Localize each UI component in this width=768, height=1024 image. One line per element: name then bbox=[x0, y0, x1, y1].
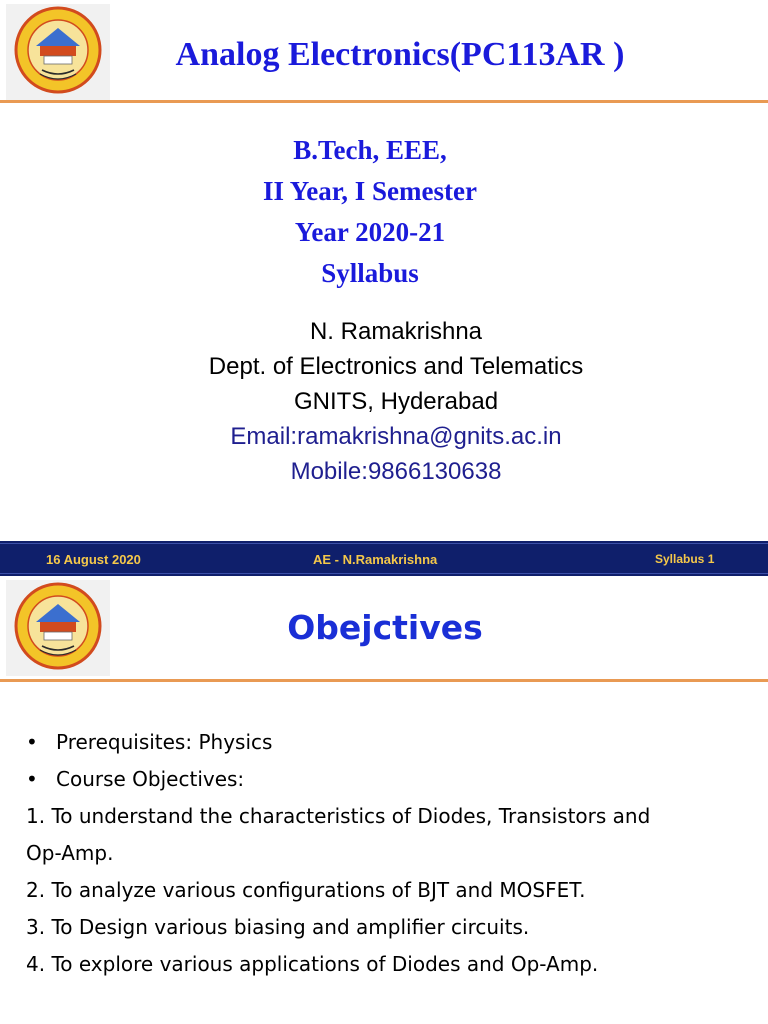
objective-item: 1. To understand the characteristics of Diodes, Transistors and bbox=[26, 804, 651, 828]
objective-item: 3. To Design various biasing and amplifier circuits. bbox=[26, 915, 530, 939]
objective-item: 2. To analyze various configurations of BJT and MOSFET. bbox=[26, 878, 586, 902]
objectives-title: Obejctives bbox=[287, 608, 483, 647]
author-mobile: Mobile:9866130638 bbox=[290, 458, 502, 485]
footer-slide-number: Syllabus 1 bbox=[655, 552, 715, 566]
course-year-semester: II Year, I Semester bbox=[263, 176, 477, 206]
author-email[interactable]: Email:ramakrishna@gnits.ac.in bbox=[230, 423, 562, 450]
author-institute: GNITS, Hyderabad bbox=[293, 388, 499, 415]
college-emblem-icon bbox=[6, 580, 110, 676]
list-item bbox=[26, 730, 272, 754]
syllabus-label: Syllabus bbox=[321, 258, 419, 288]
list-item bbox=[26, 767, 244, 791]
footer-stripe bbox=[0, 573, 768, 574]
footer-date: 16 August 2020 bbox=[46, 552, 141, 567]
author-department: Dept. of Electronics and Telematics bbox=[208, 353, 584, 380]
author-block bbox=[100, 314, 692, 489]
course-title: Analog Electronics(PC113AR ) bbox=[175, 36, 625, 73]
academic-year: Year 2020-21 bbox=[294, 217, 446, 247]
course-info bbox=[180, 130, 560, 294]
objective-item: 4. To explore various applications of Diodes and Op-Amp. bbox=[26, 952, 599, 976]
objective-item: Op-Amp. bbox=[26, 841, 114, 865]
course-program: B.Tech, EEE, bbox=[293, 135, 447, 165]
bullet-icon: • bbox=[26, 730, 38, 754]
college-emblem-icon bbox=[6, 4, 110, 100]
header-divider bbox=[0, 100, 768, 103]
author-name: N. Ramakrishna bbox=[309, 318, 483, 345]
footer-author: AE - N.Ramakrishna bbox=[313, 552, 438, 567]
footer-stripe bbox=[0, 543, 768, 544]
course-objectives-heading: Course Objectives: bbox=[56, 767, 245, 791]
bullet-icon: • bbox=[26, 767, 38, 791]
header-divider bbox=[0, 679, 768, 682]
prerequisites-text: Prerequisites: Physics bbox=[56, 730, 273, 754]
slide-footer bbox=[0, 541, 768, 576]
